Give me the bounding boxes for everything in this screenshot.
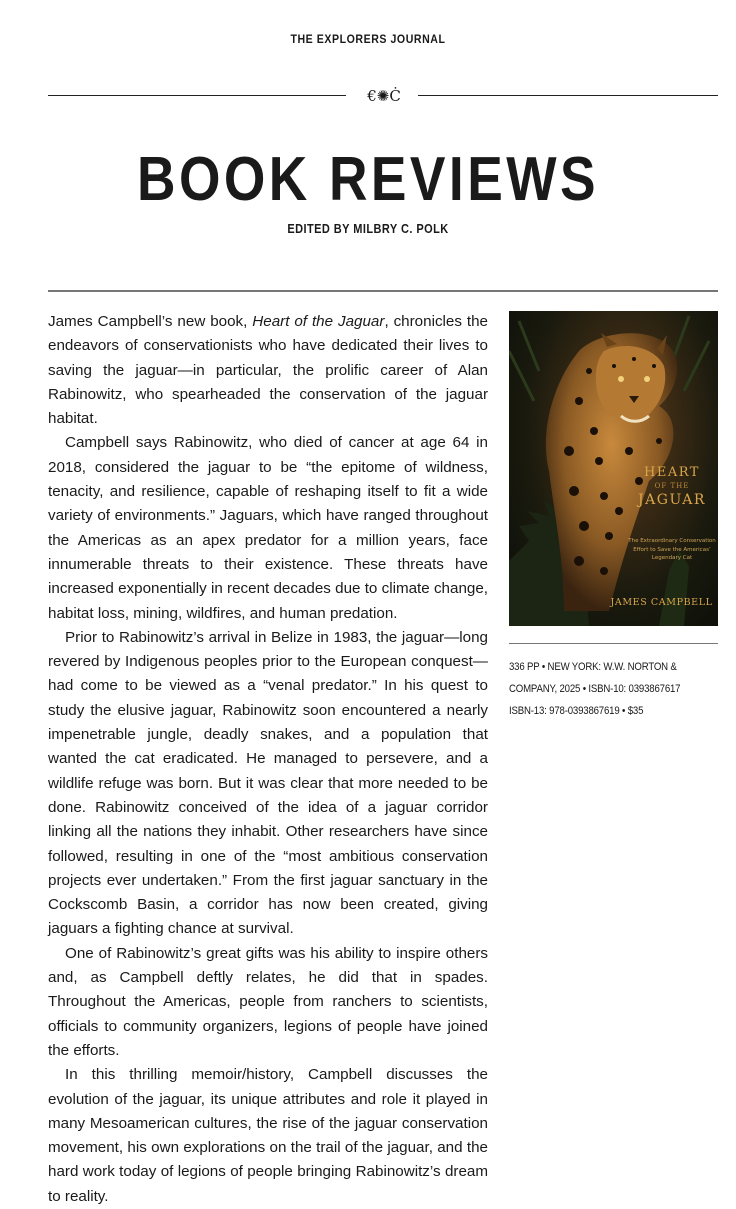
sidebar-rule: [509, 643, 718, 644]
divider-rule-right: [418, 95, 718, 96]
journal-name: THE EXPLORERS JOURNAL: [290, 34, 446, 46]
publication-info-line-2: COMPANY, 2025 • ISBN-10: 0393867617: [509, 683, 681, 695]
header-divider: [48, 85, 718, 107]
paragraph-text: , chronicles the endeavors of conservationists who have dedicated their lives to saving the jaguar—in particular, the prolific career of Alan Rabinowitz, who spearheaded the conservation of the jaguar habitat.: [48, 313, 488, 428]
review-paragraph-2: Campbell says Rabinowitz, who died of cancer at age 64 in 2018, considered the jaguar to be “the epitome of wildness, tenacity, and resilience, capable of reshaping itself to fit a wide variety of environments.” Jaguars, which have ranged throughout the Americas as an apex predator for a million years, face innumerable threats to their existence. These threats have increased exponentially in recent decades due to climate change, habitat loss, mining, wildfires, and human predation.: [48, 434, 488, 622]
section-title: BOOK REVIEWS: [137, 145, 599, 214]
review-paragraph-1: [48, 310, 488, 431]
book-cover-image: [509, 311, 718, 626]
publication-info: [509, 656, 724, 722]
cover-title: [627, 465, 717, 509]
review-body: [48, 310, 488, 1209]
cover-title-line-1: HEART: [644, 465, 700, 480]
paragraph-text: James Campbell’s new book,: [48, 313, 253, 330]
cover-title-line-3: JAGUAR: [638, 492, 706, 508]
section-rule: [48, 290, 718, 292]
review-paragraph-5: In this thrilling memoir/history, Campbell discusses the evolution of the jaguar, its unique attributes and role it played in many Mesoamerican cultures, the rise of the jaguar conservation movement, his own explorations on the trail of the jaguar, and the hard work today of legions of people bringing Rabinowitz’s dream to reality.: [48, 1066, 488, 1205]
cover-author: JAMES CAMPBELL: [610, 597, 713, 608]
book-title-italic: Heart of the Jaguar: [252, 313, 385, 330]
section-editor: EDITED BY MILBRY C. POLK: [287, 222, 449, 236]
cover-subtitle: The Extraordinary Conservation Effort to Save the Americas’ Legendary Cat: [628, 538, 716, 561]
review-paragraph-3: Prior to Rabinowitz’s arrival in Belize in 1983, the jaguar—long revered by Indigenous peoples prior to the European conquest—had come to be viewed as a “venal predator.” In his quest to study the elusive jaguar, Rabinowitz soon encountered a nearly impenetrable jungle, deadly snakes, and a population that wanted the cat eradicated. He managed to persevere, and a wildlife refuge was born. But it was clear that more needed to be done. Rabinowitz conceived of the idea of a jaguar corridor linking all the nations they inhabit. Other researchers have since followed, resulting in one of the “most ambitious conservation projects ever undertaken.” From the first jaguar sanctuary in the Cockscomb Basin, a corridor has now been created, giving jaguars a fighting chance at survival.: [48, 628, 488, 938]
review-paragraph-4: One of Rabinowitz’s great gifts was his ability to inspire others and, as Campbell deftly relates, he did that in spades. Throughout the Americas, people from ranchers to scientists, officials to community organizers, legions of people have joined the efforts.: [48, 944, 488, 1059]
divider-rule-left: [48, 95, 346, 96]
publication-info-line-1: 336 PP • NEW YORK: W.W. NORTON &: [509, 661, 677, 673]
journal-emblem-icon: €✺Ċ: [367, 87, 401, 105]
cover-title-line-2: OF THE: [654, 482, 690, 490]
publication-info-line-3: ISBN-13: 978-0393867619 • $35: [509, 705, 644, 717]
